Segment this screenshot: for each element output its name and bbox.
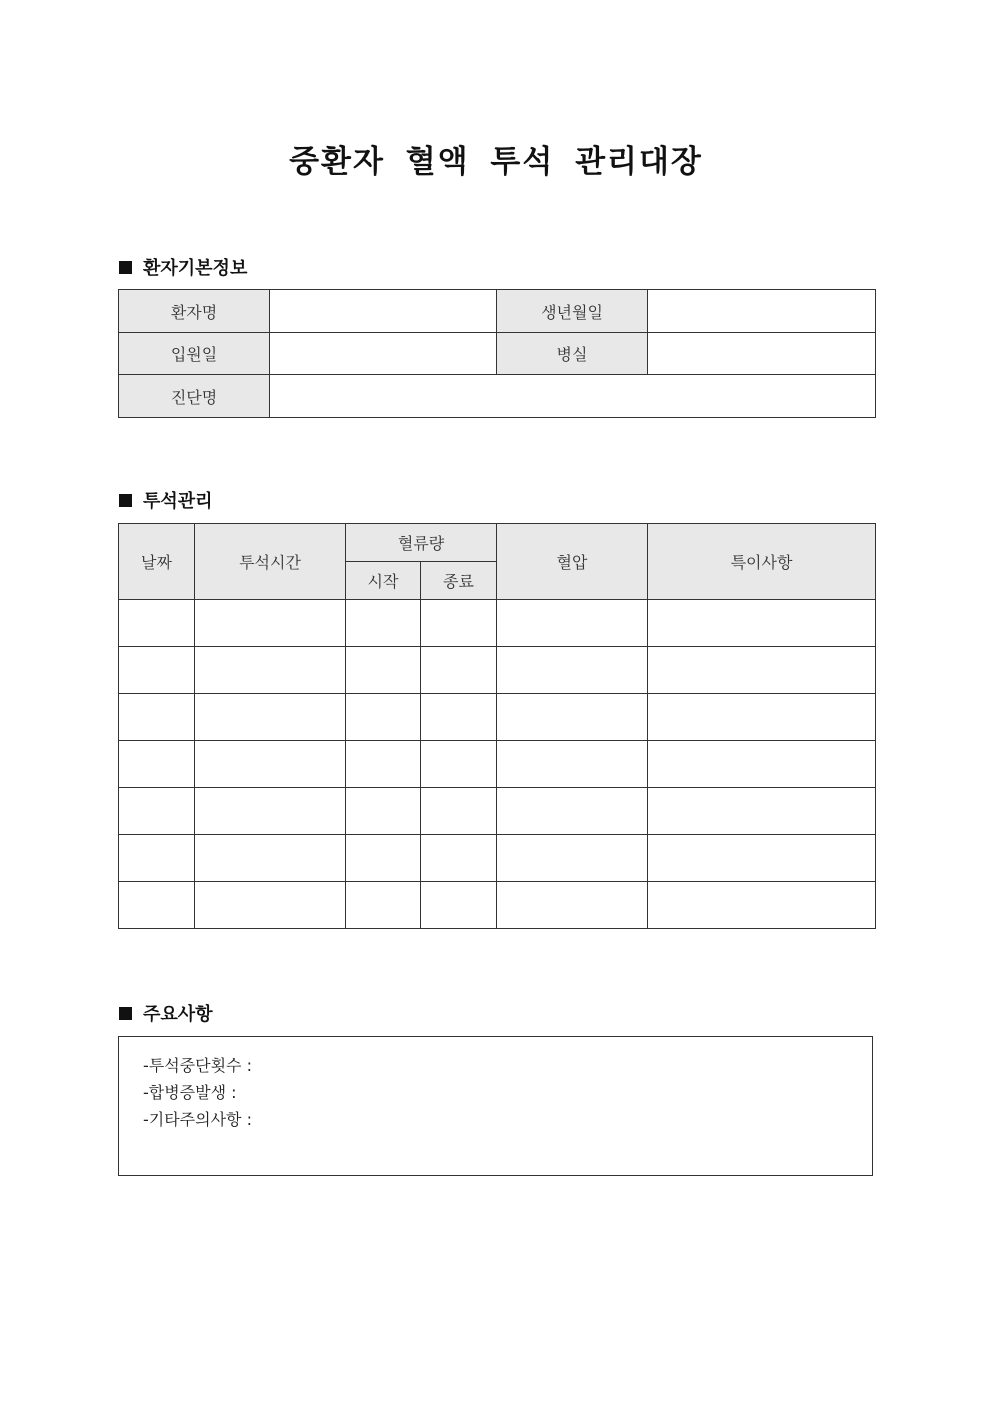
header-dialysis-time: 투석시간: [195, 524, 346, 600]
table-row: [119, 788, 876, 835]
flow-start-cell[interactable]: [346, 835, 421, 882]
flow-end-cell[interactable]: [421, 835, 497, 882]
table-row: [119, 694, 876, 741]
diagnosis-field[interactable]: [270, 375, 876, 418]
flow-start-cell[interactable]: [346, 600, 421, 647]
dialysis-time-cell[interactable]: [195, 647, 346, 694]
remarks-cell[interactable]: [648, 600, 876, 647]
header-remarks: 특이사항: [648, 524, 876, 600]
dialysis-time-cell[interactable]: [195, 600, 346, 647]
date-cell[interactable]: [119, 647, 195, 694]
square-bullet-icon: [119, 494, 132, 507]
note-item-dialysis-interruptions: -투석중단횟수 :: [143, 1056, 252, 1075]
admission-date-field[interactable]: [270, 333, 497, 375]
date-cell[interactable]: [119, 600, 195, 647]
square-bullet-icon: [119, 261, 132, 274]
dialysis-time-cell[interactable]: [195, 882, 346, 929]
dialysis-table-body: [119, 600, 876, 929]
patient-info-table: [118, 289, 876, 418]
page-title: 중환자 혈액 투석 관리대장: [289, 144, 703, 180]
dialysis-time-cell[interactable]: [195, 788, 346, 835]
blood-pressure-cell[interactable]: [497, 600, 648, 647]
birth-date-field[interactable]: [648, 290, 876, 333]
date-cell[interactable]: [119, 788, 195, 835]
dialysis-time-cell[interactable]: [195, 835, 346, 882]
key-notes-box[interactable]: [118, 1036, 873, 1176]
flow-end-cell[interactable]: [421, 600, 497, 647]
blood-pressure-cell[interactable]: [497, 741, 648, 788]
header-blood-flow: 혈류량: [346, 524, 497, 562]
remarks-cell[interactable]: [648, 882, 876, 929]
blood-pressure-cell[interactable]: [497, 694, 648, 741]
date-cell[interactable]: [119, 694, 195, 741]
note-item-complications: -합병증발생 :: [143, 1083, 237, 1102]
note-item-other-cautions: -기타주의사항 :: [143, 1110, 252, 1129]
table-row: [119, 741, 876, 788]
remarks-cell[interactable]: [648, 694, 876, 741]
flow-start-cell[interactable]: [346, 694, 421, 741]
header-flow-end: 종료: [421, 562, 497, 600]
date-cell[interactable]: [119, 835, 195, 882]
label-birth-date: 생년월일: [497, 290, 648, 333]
label-admission-date: 입원일: [119, 333, 270, 375]
remarks-cell[interactable]: [648, 788, 876, 835]
label-diagnosis: 진단명: [119, 375, 270, 418]
patient-name-field[interactable]: [270, 290, 497, 333]
room-field[interactable]: [648, 333, 876, 375]
date-cell[interactable]: [119, 882, 195, 929]
flow-end-cell[interactable]: [421, 788, 497, 835]
dialysis-time-cell[interactable]: [195, 741, 346, 788]
header-date: 날짜: [119, 524, 195, 600]
table-row: [119, 835, 876, 882]
section-heading-label: 투석관리: [143, 491, 213, 512]
flow-start-cell[interactable]: [346, 647, 421, 694]
section-heading-label: 환자기본정보: [143, 258, 248, 279]
blood-pressure-cell[interactable]: [497, 835, 648, 882]
blood-pressure-cell[interactable]: [497, 788, 648, 835]
label-patient-name: 환자명: [119, 290, 270, 333]
flow-start-cell[interactable]: [346, 788, 421, 835]
date-cell[interactable]: [119, 741, 195, 788]
flow-end-cell[interactable]: [421, 882, 497, 929]
flow-start-cell[interactable]: [346, 882, 421, 929]
dialysis-table: [118, 523, 876, 929]
remarks-cell[interactable]: [648, 647, 876, 694]
table-row: [119, 647, 876, 694]
section-heading-dialysis: [119, 487, 213, 513]
remarks-cell[interactable]: [648, 835, 876, 882]
blood-pressure-cell[interactable]: [497, 647, 648, 694]
section-heading-key-notes: [119, 1000, 213, 1026]
header-flow-start: 시작: [346, 562, 421, 600]
square-bullet-icon: [119, 1007, 132, 1020]
blood-pressure-cell[interactable]: [497, 882, 648, 929]
table-row: [119, 600, 876, 647]
label-room: 병실: [497, 333, 648, 375]
dialysis-time-cell[interactable]: [195, 694, 346, 741]
header-blood-pressure: 혈압: [497, 524, 648, 600]
table-row: [119, 882, 876, 929]
flow-end-cell[interactable]: [421, 694, 497, 741]
flow-start-cell[interactable]: [346, 741, 421, 788]
flow-end-cell[interactable]: [421, 741, 497, 788]
section-heading-label: 주요사항: [143, 1004, 213, 1025]
section-heading-patient-info: [119, 254, 247, 280]
remarks-cell[interactable]: [648, 741, 876, 788]
flow-end-cell[interactable]: [421, 647, 497, 694]
